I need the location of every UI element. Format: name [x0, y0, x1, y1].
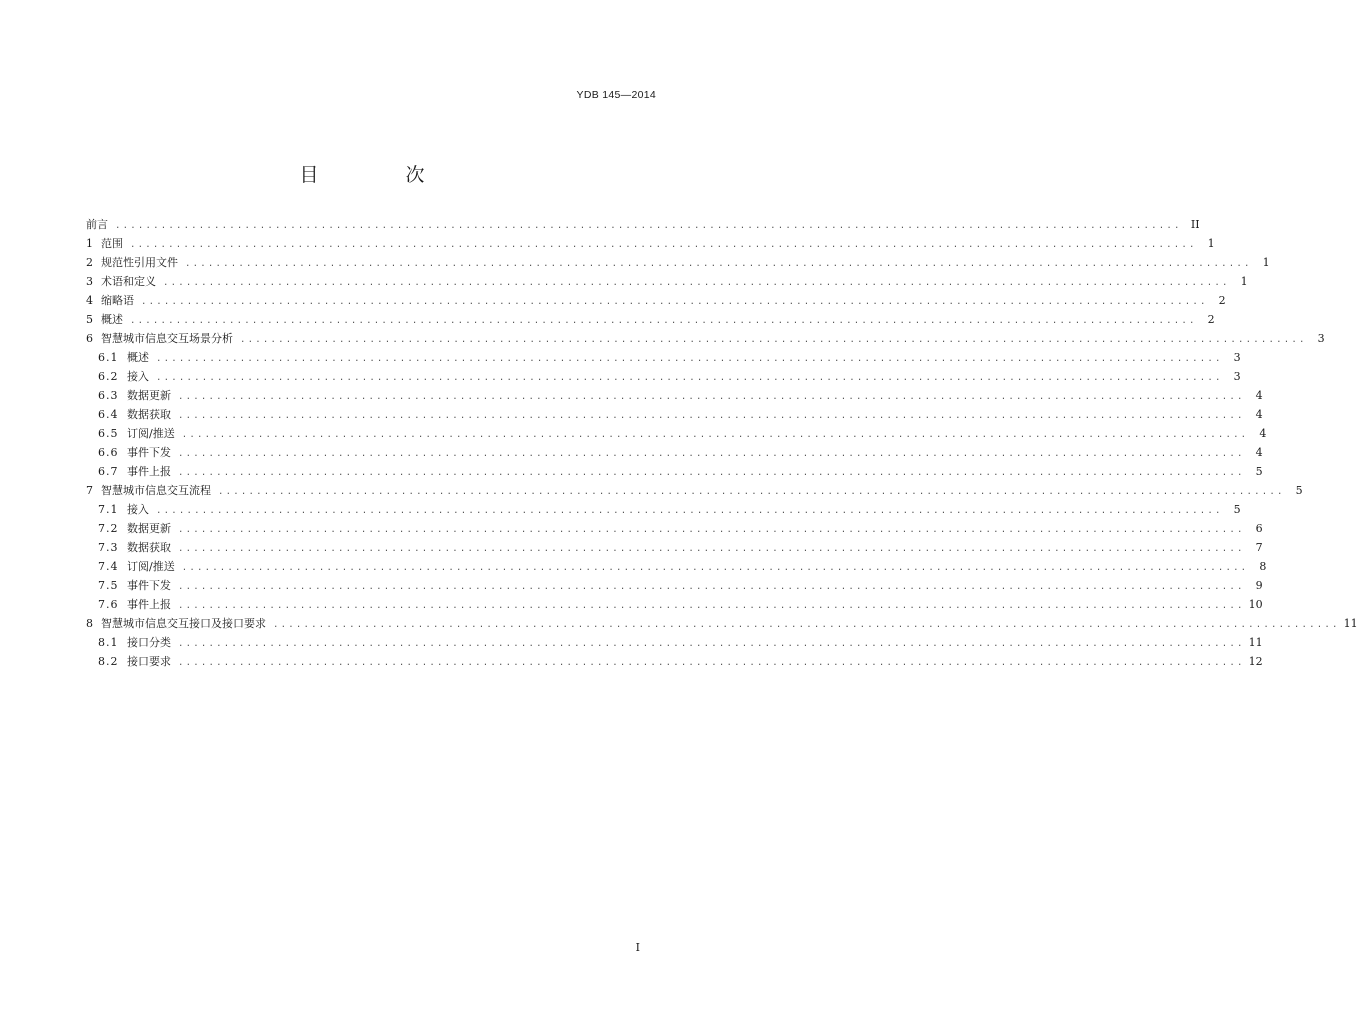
toc-entry[interactable] [86, 482, 1303, 501]
toc-entry[interactable] [86, 216, 1200, 235]
toc-dot-leader: ............................................................................................................................................ [156, 354, 1223, 364]
toc-entry[interactable] [86, 653, 1263, 672]
toc-entry-number: 8.2 [98, 655, 119, 668]
toc-entry-label: 接入 [127, 503, 149, 516]
toc-entry-page: 12 [1248, 655, 1263, 668]
toc-entry-number: 7.1 [98, 503, 119, 516]
toc-entry-number: 6.2 [98, 370, 119, 383]
toc-entry-number: 7.6 [98, 598, 119, 611]
toc-entry[interactable] [86, 463, 1263, 482]
toc-dot-leader: ............................................................................................................................................ [130, 316, 1197, 326]
toc-entry-label: 事件上报 [127, 465, 171, 478]
toc-entry-number: 6 [86, 332, 93, 345]
toc-entry-page: 10 [1248, 598, 1263, 611]
toc-entry-page: 1 [1207, 237, 1215, 250]
toc-entry-page: 2 [1207, 313, 1215, 326]
toc-entry-label: 缩略语 [101, 294, 134, 307]
toc-entry-label: 规范性引用文件 [101, 256, 178, 269]
toc-entry-page: 1 [1240, 275, 1248, 288]
toc-dot-leader: ............................................................................................................................................ [178, 582, 1245, 592]
toc-dot-leader: ............................................................................................................................................ [130, 240, 1197, 250]
toc-entry[interactable] [86, 292, 1226, 311]
toc-entry-number: 7.5 [98, 579, 119, 592]
toc-entry[interactable] [86, 406, 1263, 425]
toc-entry-page: 6 [1255, 522, 1263, 535]
toc-entry[interactable] [86, 501, 1241, 520]
toc-entry-number: 2 [86, 256, 93, 269]
toc-entry-label: 智慧城市信息交互接口及接口要求 [101, 617, 266, 630]
toc-entry-label: 接入 [127, 370, 149, 383]
toc-entry[interactable] [86, 615, 1358, 634]
toc-dot-leader: ............................................................................................................................................ [178, 392, 1245, 402]
toc-entry-label: 概述 [101, 313, 123, 326]
toc-dot-leader: ............................................................................................................................................ [115, 221, 1182, 231]
toc-entry-number: 4 [86, 294, 93, 307]
toc-dot-leader: ............................................................................................................................................ [181, 563, 1249, 573]
toc-entry-page: II [1190, 218, 1200, 231]
toc-entry-page: 5 [1233, 503, 1241, 516]
toc-entry-page: 5 [1255, 465, 1263, 478]
toc-dot-leader: ............................................................................................................................................ [156, 373, 1223, 383]
toc-entry[interactable] [86, 273, 1248, 292]
toc-entry-label: 术语和定义 [101, 275, 156, 288]
toc-entry-number: 1 [86, 237, 93, 250]
toc-dot-leader: ............................................................................................................................................ [240, 335, 1307, 345]
toc-entry-label: 数据更新 [127, 522, 171, 535]
toc-dot-leader: ............................................................................................................................................ [178, 658, 1245, 668]
toc-entry[interactable] [86, 235, 1215, 254]
toc-entry-number: 8.1 [98, 636, 119, 649]
toc-entry-label: 事件上报 [127, 598, 171, 611]
toc-entry[interactable] [86, 368, 1241, 387]
toc-entry-label: 接口要求 [127, 655, 171, 668]
toc-entry[interactable] [86, 311, 1215, 330]
toc-entry-label: 订阅/推送 [127, 427, 175, 440]
page-number: I [635, 941, 640, 954]
toc-entry[interactable] [86, 520, 1263, 539]
toc-entry-label: 订阅/推送 [127, 560, 175, 573]
toc-entry-label: 事件下发 [127, 446, 171, 459]
toc-dot-leader: ............................................................................................................................................ [156, 506, 1223, 516]
page-title: 目 次 [299, 164, 459, 186]
toc-dot-leader: ............................................................................................................................................ [178, 601, 1245, 611]
toc-dot-leader: ............................................................................................................................................ [163, 278, 1230, 288]
toc-entry[interactable] [86, 387, 1263, 406]
toc-entry[interactable] [86, 349, 1241, 368]
toc-entry-page: 3 [1317, 332, 1325, 345]
toc-entry-label: 接口分类 [127, 636, 171, 649]
toc-entry-label: 数据获取 [127, 408, 171, 421]
toc-dot-leader: ............................................................................................................................................ [178, 411, 1245, 421]
toc-dot-leader: ............................................................................................................................................ [185, 259, 1252, 269]
toc-entry-number: 8 [86, 617, 93, 630]
toc-entry-number: 7.2 [98, 522, 119, 535]
toc-entry-number: 3 [86, 275, 93, 288]
toc-dot-leader: ............................................................................................................................................ [178, 544, 1245, 554]
toc-entry[interactable] [86, 596, 1263, 615]
toc-entry-page: 3 [1233, 351, 1241, 364]
toc-entry-label: 前言 [86, 218, 108, 231]
toc-entry[interactable] [86, 425, 1267, 444]
toc-entry-page: 5 [1295, 484, 1303, 497]
toc-entry[interactable] [86, 634, 1263, 653]
toc-entry[interactable] [86, 444, 1263, 463]
toc-entry-number: 6.5 [98, 427, 119, 440]
toc-entry-page: 4 [1255, 446, 1263, 459]
toc-entry[interactable] [86, 254, 1270, 273]
toc-entry-label: 概述 [127, 351, 149, 364]
toc-entry[interactable] [86, 330, 1325, 349]
toc-entry-number: 7 [86, 484, 93, 497]
toc-entry-label: 范围 [101, 237, 123, 250]
toc-dot-leader: ............................................................................................................................................ [178, 449, 1245, 459]
toc-entry-page: 8 [1259, 560, 1267, 573]
toc-entry-number: 5 [86, 313, 93, 326]
toc-dot-leader: ............................................................................................................................................ [181, 430, 1249, 440]
toc-entry-page: 3 [1233, 370, 1241, 383]
toc-entry-label: 数据获取 [127, 541, 171, 554]
toc-dot-leader: ............................................................................................................................................ [273, 620, 1340, 630]
toc-entry-number: 6.6 [98, 446, 119, 459]
toc-entry-page: 4 [1255, 389, 1263, 402]
toc-entry-page: 4 [1259, 427, 1267, 440]
toc-entry[interactable] [86, 577, 1263, 596]
toc-entry-number: 6.4 [98, 408, 119, 421]
document-code: YDB 145—2014 [576, 89, 656, 101]
toc-entry-label: 数据更新 [127, 389, 171, 402]
table-of-contents [86, 216, 1358, 672]
toc-dot-leader: ............................................................................................................................................ [178, 525, 1245, 535]
toc-entry-page: 7 [1255, 541, 1263, 554]
toc-entry-page: 11 [1248, 636, 1263, 649]
toc-dot-leader: ............................................................................................................................................ [178, 468, 1245, 478]
toc-entry-label: 智慧城市信息交互场景分析 [101, 332, 233, 345]
toc-entry-page: 2 [1218, 294, 1226, 307]
toc-entry-label: 智慧城市信息交互流程 [101, 484, 211, 497]
toc-dot-leader: ............................................................................................................................................ [141, 297, 1208, 307]
toc-entry-page: 4 [1255, 408, 1263, 421]
toc-entry-number: 6.3 [98, 389, 119, 402]
toc-entry-page: 9 [1255, 579, 1263, 592]
toc-entry-number: 7.3 [98, 541, 119, 554]
toc-entry[interactable] [86, 539, 1263, 558]
toc-entry-number: 7.4 [98, 560, 119, 573]
toc-entry-page: 1 [1262, 256, 1270, 269]
toc-entry-number: 6.7 [98, 465, 119, 478]
toc-entry-label: 事件下发 [127, 579, 171, 592]
toc-entry[interactable] [86, 558, 1267, 577]
toc-dot-leader: ............................................................................................................................................ [218, 487, 1285, 497]
toc-dot-leader: ............................................................................................................................................ [178, 639, 1245, 649]
toc-entry-number: 6.1 [98, 351, 119, 364]
toc-entry-page: 11 [1343, 617, 1358, 630]
